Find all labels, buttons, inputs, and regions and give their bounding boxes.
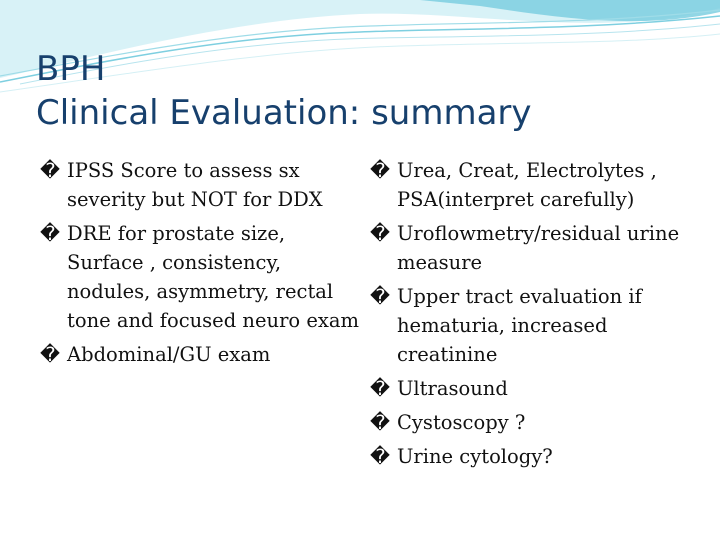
list-item [370,156,700,214]
bullet-icon: � [40,159,60,182]
bullet-icon: � [40,343,60,366]
title-line-1: BPH [36,49,106,89]
left-bullet-list [40,156,360,374]
bullet-text: Ultrasound [397,377,508,400]
bullet-text: Urea, Creat, Electrolytes , PSA(interpret carefully) [397,159,657,211]
list-item [370,408,700,437]
bullet-icon: � [370,159,390,182]
bullet-text: Cystoscopy ? [397,411,526,434]
list-item [370,282,700,369]
bullet-text: Urine cytology? [397,445,553,468]
title-line-2: Clinical Evaluation: summary [36,93,532,133]
list-item [40,156,360,214]
slide-title [36,47,696,135]
right-bullet-list [370,156,700,476]
bullet-icon: � [40,222,60,245]
bullet-text: IPSS Score to assess sx severity but NOT for DDX [67,159,323,211]
list-item [370,374,700,403]
bullet-text: DRE for prostate size, Surface , consistency, nodules, asymmetry, rectal tone and focused neuro exam [67,222,359,332]
bullet-icon: � [370,377,390,400]
bullet-text: Uroflowmetry/residual urine measure [397,222,680,274]
bullet-text: Abdominal/GU exam [67,343,271,366]
bullet-icon: � [370,445,390,468]
bullet-icon: � [370,285,390,308]
list-item [370,442,700,471]
bullet-icon: � [370,222,390,245]
bullet-text: Upper tract evaluation if hematuria, increased creatinine [397,285,642,366]
bullet-icon: � [370,411,390,434]
list-item [40,340,360,369]
list-item [40,219,360,335]
list-item [370,219,700,277]
